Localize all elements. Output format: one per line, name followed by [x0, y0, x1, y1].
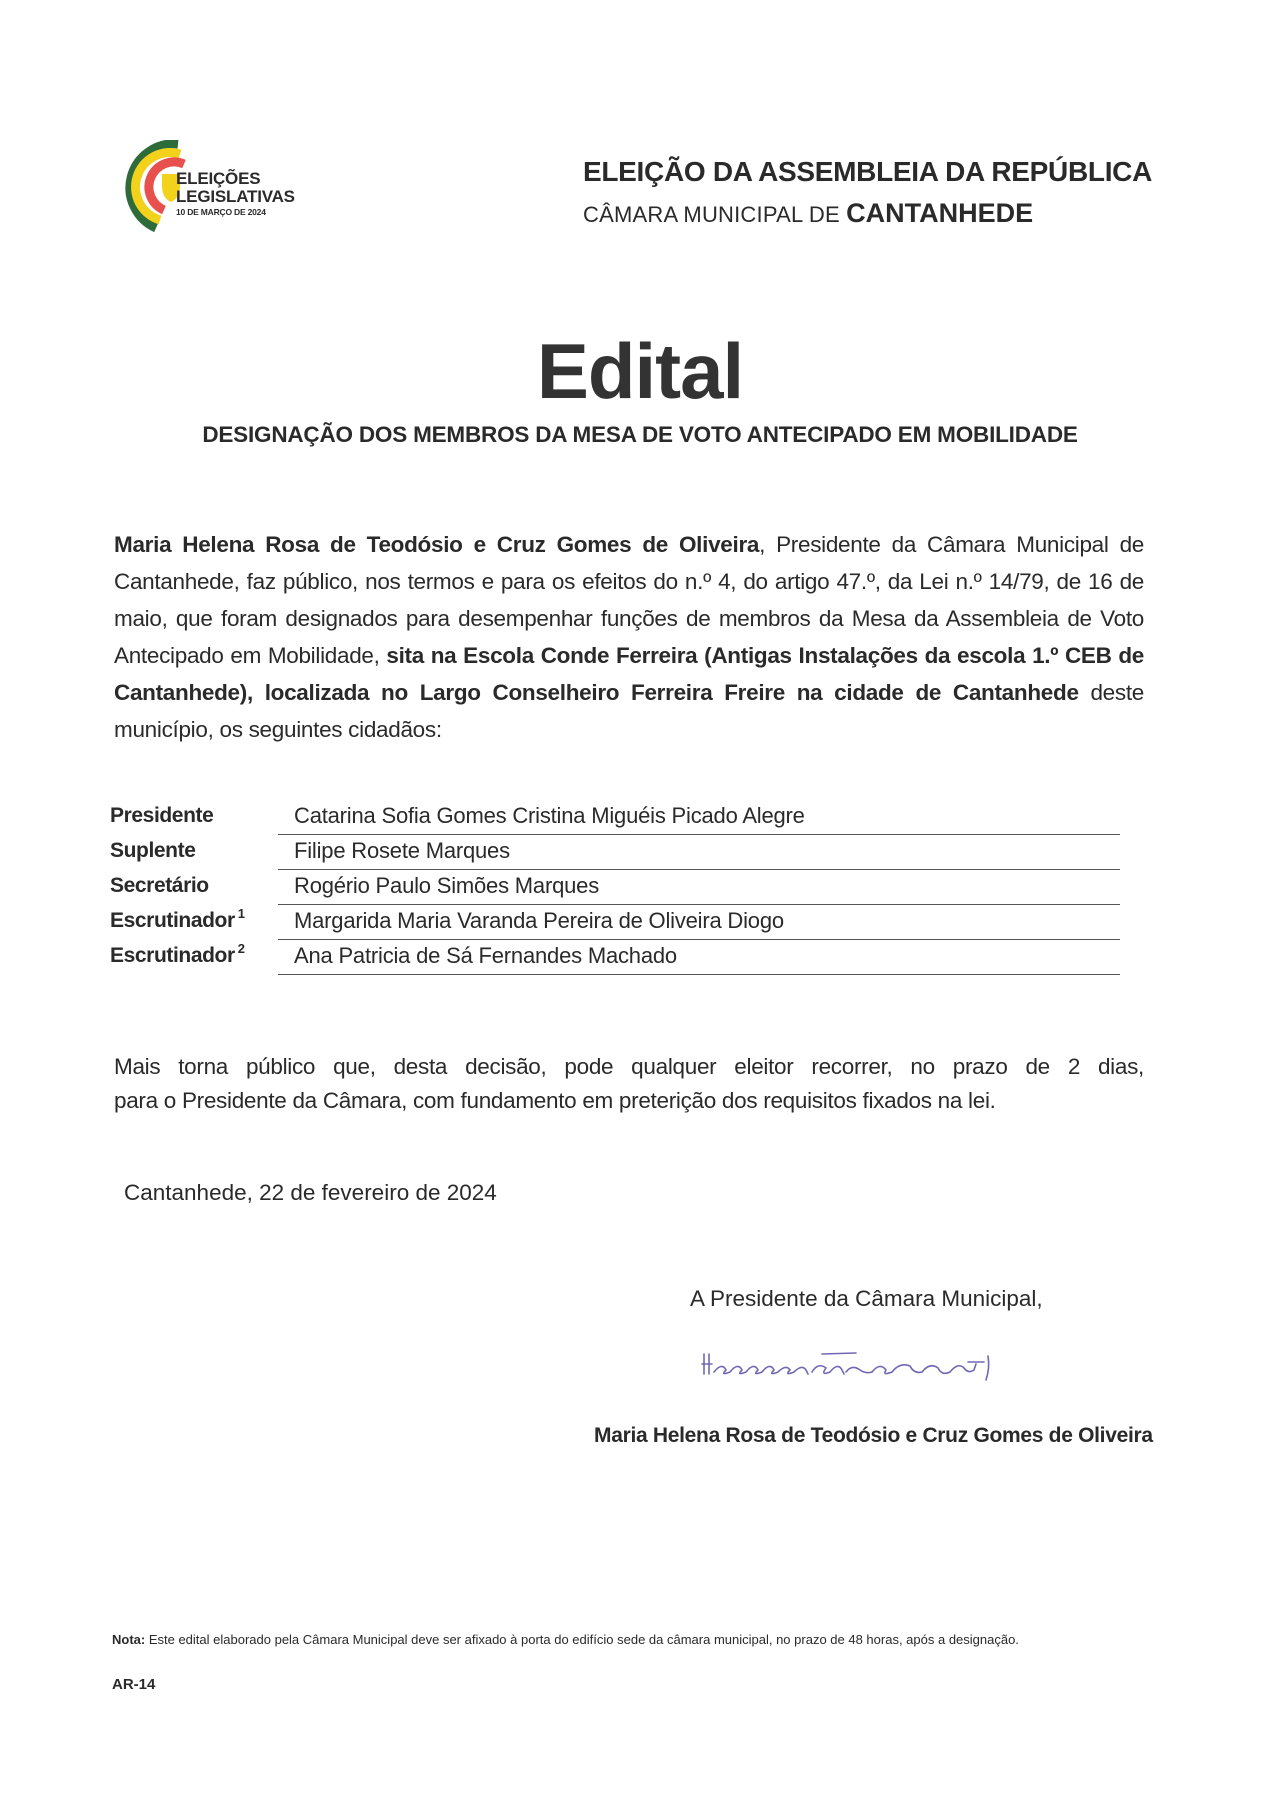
intro-text-2: deste município, os seguintes cidadãos:	[114, 680, 1144, 742]
member-name: Filipe Rosete Marques	[294, 838, 510, 863]
intro-location: sita na Escola Conde Ferreira (Antigas Instalações da escola 1.º CEB de Cantanhede), localizada no Largo Conselheiro Ferreira Freire na cidade de Cantanhede	[114, 643, 1144, 705]
intro-president-name: Maria Helena Rosa de Teodósio e Cruz Gomes de Oliveira	[114, 532, 760, 557]
elections-logo	[116, 140, 316, 235]
member-row-escrutinador-1	[110, 905, 1120, 940]
member-role-label: Presidente	[110, 804, 214, 827]
member-name: Catarina Sofia Gomes Cristina Miguéis Picado Alegre	[294, 803, 805, 828]
member-role	[110, 874, 209, 898]
member-role-label: Escrutinador	[110, 909, 235, 932]
member-row-presidente	[110, 800, 1120, 835]
intro-text-1: , Presidente da Câmara Municipal de Cantanhede, faz público, nos termos e para os efeitos do n.º 4, do artigo 47.º, da Lei n.º 14/79, de 16 de maio, que foram designados para desempenhar funções de membros da Mesa da Assembleia de Voto Antecipado em Mobilidade,	[114, 532, 1145, 668]
appeal-paragraph	[114, 1050, 1144, 1118]
member-role-index: 1	[237, 906, 245, 921]
logo-line1: ELEIÇÕES	[176, 169, 261, 188]
document-subtitle: DESIGNAÇÃO DOS MEMBROS DA MESA DE VOTO ANTECIPADO EM MOBILIDADE	[202, 422, 1078, 447]
member-role-label: Secretário	[110, 874, 209, 897]
header-subtitle	[583, 198, 1033, 229]
note-label: Nota:	[112, 1632, 146, 1647]
place-date: Cantanhede, 22 de fevereiro de 2024	[124, 1180, 497, 1205]
member-role-index: 2	[237, 941, 245, 956]
header-subtitle-municipality: CANTANHEDE	[846, 198, 1034, 228]
logo-line2: LEGISLATIVAS	[176, 187, 295, 206]
member-name: Margarida Maria Varanda Pereira de Oliveira Diogo	[294, 908, 784, 933]
signer-name: Maria Helena Rosa de Teodósio e Cruz Gomes de Oliveira	[594, 1424, 1153, 1447]
appeal-line-2: para o Presidente da Câmara, com fundamento em preterição dos requisitos fixados na lei.	[114, 1088, 996, 1113]
member-role	[110, 906, 245, 933]
member-row-suplente	[110, 835, 1120, 870]
closing-title: A Presidente da Câmara Municipal,	[690, 1286, 1043, 1311]
member-name: Ana Patricia de Sá Fernandes Machado	[294, 943, 677, 968]
member-row-secretario	[110, 870, 1120, 905]
signature-icon	[700, 1340, 1030, 1385]
document-title: Edital	[536, 327, 744, 415]
note-text: Este edital elaborado pela Câmara Municipal deve ser afixado à porta do edifício sede da câmara municipal, no prazo de 48 horas, após a designação.	[145, 1632, 1019, 1647]
logo-date: 10 DE MARÇO DE 2024	[176, 207, 266, 217]
header-subtitle-prefix: CÂMARA MUNICIPAL DE	[583, 202, 847, 227]
header-title: ELEIÇÃO DA ASSEMBLEIA DA REPÚBLICA	[583, 156, 1153, 187]
member-role	[110, 839, 195, 863]
intro-paragraph	[114, 526, 1144, 748]
form-code: AR-14	[112, 1676, 156, 1693]
member-row-escrutinador-2	[110, 940, 1120, 975]
handwritten-signature	[700, 1340, 1030, 1385]
member-role	[110, 804, 213, 828]
member-role-label: Suplente	[110, 839, 196, 862]
footer-note	[112, 1630, 1152, 1650]
member-name: Rogério Paulo Simões Marques	[294, 873, 599, 898]
member-role	[110, 941, 245, 968]
members-list	[110, 800, 1120, 975]
member-role-label: Escrutinador	[110, 944, 235, 967]
appeal-line-1: Mais torna público que, desta decisão, pode qualquer eleitor recorrer, no prazo de 2 dias,	[114, 1054, 1144, 1079]
